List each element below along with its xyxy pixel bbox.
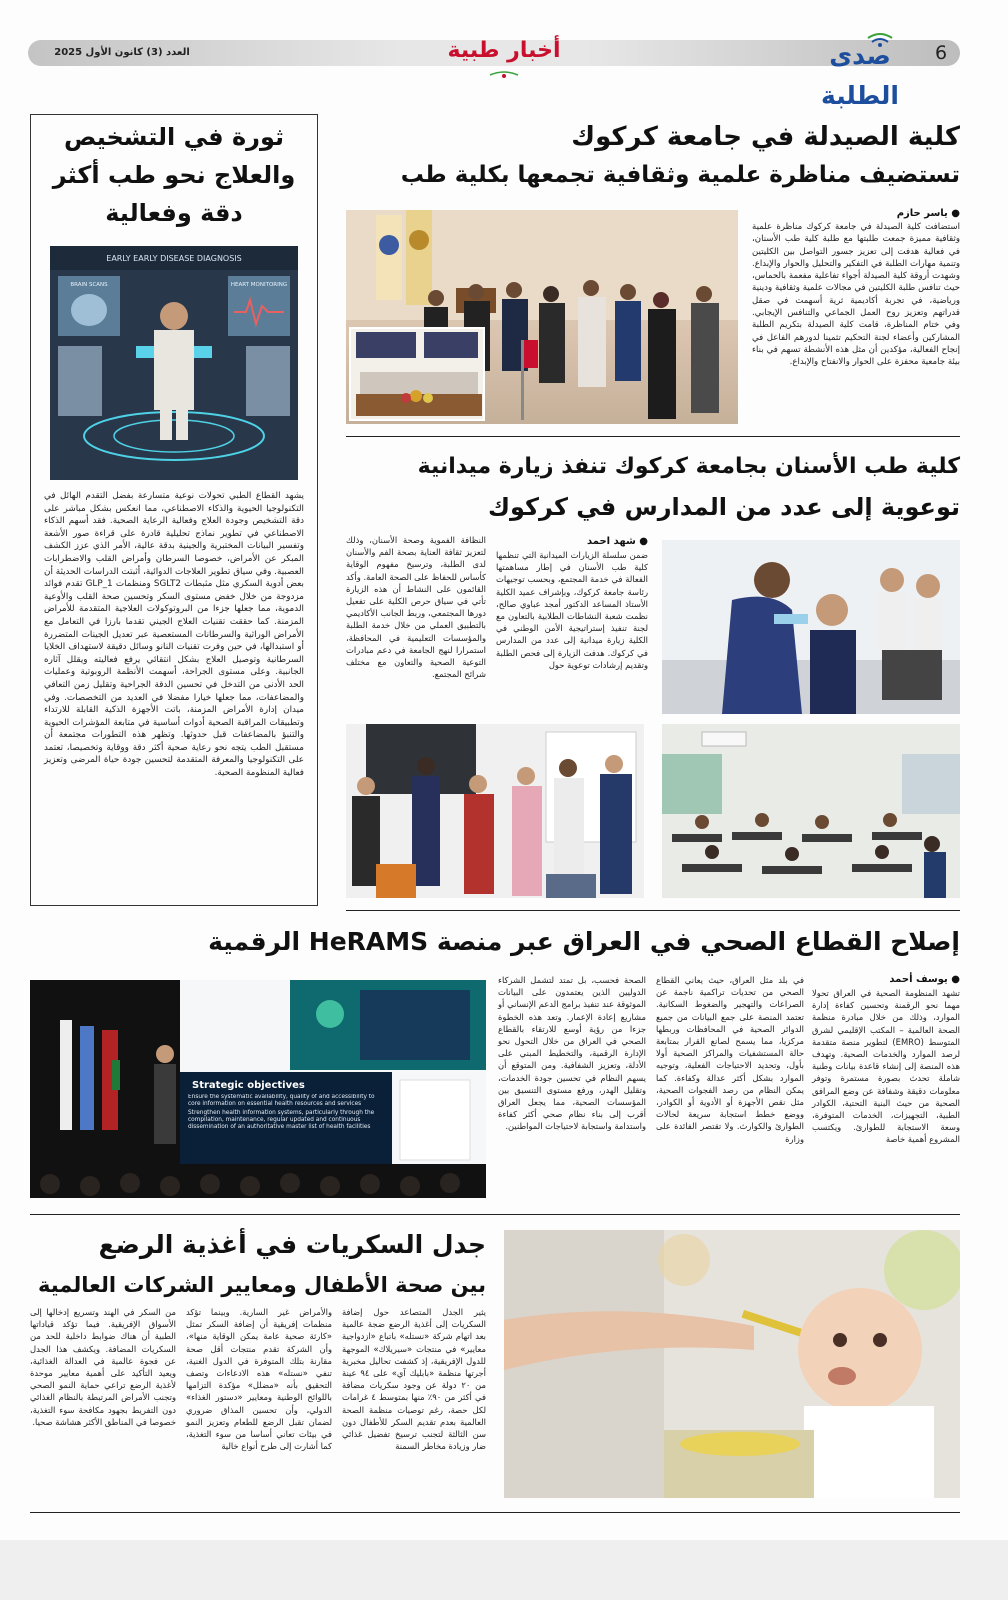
ai-image-label-brain: BRAIN SCANS xyxy=(70,282,108,288)
dentistry-classroom-photo xyxy=(662,724,960,898)
slide-line-2: Strengthen health information systems, particularly through the compilation, maintenance, regular updated and continuous dissemination of an authoritative master list of health facilities xyxy=(188,1110,375,1130)
sugar-body-col2: والأمراض غير السارية. وبينما تؤكد منظمات إفريقية أن إضافة السكر تمثل «كارثة صحية عامة يمكن الوقاية منها»، وأن الشركة تقدم منتجات أقل صحة مقارنة بتلك المتوفرة في الدول الغنية، تنفي «نستله» هذه الادعاءات وتصف التحقيق بأنه «مضلل» مؤكدة التزامها باللوائح الوطنية ومعايير «دستور الغذاء» الدولي، وأن تحسين المذاق ضروري لضمان تقبل الرضع للطعام وتعزيز النمو في بيئات تعاني أساسا من سوء التغذية، كما أشارت إلى طرح أنواع خالية xyxy=(186,1307,332,1452)
dentistry-author-name: شهد احمد xyxy=(586,536,636,547)
dentistry-body-col1: ضمن سلسلة الزيارات الميدانية التي تنظمها كلية طب الأسنان في إطار مساهمتها الفعالة في خدمة المجتمع، وبحسب توجيهات رئاسة جامعة كركوك، وبإشراف عميد الكلية الأستاذ المساعد الدكتور أمجد عباوي صالح، نظمت شعبة النشاطات الطلابية بالتعاون مع لجنة تنفيذ إستراتيجية الأمن الوطني في الكلية زيارة ميدانية إلى عدد من المدارس في كركوك. هدفت الزيارة إلى فحص الطلبة وتقديم إرشادات توعوية حول xyxy=(496,550,648,670)
dentistry-headline-line1: كلية طب الأسنان بجامعة كركوك تنفذ زيارة ميدانية xyxy=(417,454,960,479)
divider-herams xyxy=(30,1214,960,1215)
slide-title: Strategic objectives xyxy=(192,1080,305,1091)
ai-diagnosis-illustration xyxy=(50,246,298,480)
herams-text-col1 xyxy=(812,974,960,1146)
brand-name: صدى الطلبة xyxy=(821,41,899,110)
section-title-ornament xyxy=(488,64,520,72)
byline-bullet: ● xyxy=(947,974,960,985)
dentistry-headline-line2: توعوية إلى عدد من المدارس في كركوك xyxy=(488,493,960,521)
herams-headline: إصلاح القطاع الصحي في العراق عبر منصة HeRAMS الرقمية xyxy=(208,927,960,956)
classroom-illustration xyxy=(662,724,960,898)
pharmacy-author xyxy=(752,208,960,219)
page-number: 6 xyxy=(934,42,948,64)
conference-illustration xyxy=(30,980,486,1198)
dental-exam-illustration xyxy=(662,540,960,714)
pharmacy-headline-line2: تستضيف مناظرة علمية وثقافية تجمعها بكلية طب xyxy=(400,162,960,188)
revolution-body: يشهد القطاع الطبي تحولات نوعية متسارعة بفضل التقدم الهائل في التكنولوجيا الحيوية والذكاء الاصطناعي، مما انعكس بشكل مباشر على دقة التشخيص وجودة العلاج وفعالية الرعاية الصحية. فقد أسهم الذكاء الاصطناعي في تطوير نماذج تحليلية قادرة على قراءة صور الأشعة وتفسير البيانات المختبرية والجينية بدقة عالية، الأمر الذي عزز الكشف المبكر عن الأمراض، خصوصا السرطان وأمراض القلب والاضطرابات العصبية. وفي سياق تطوير العلاجات الدوائية، أثبتت الدراسات الحديثة أن بعض أدوية السكري مثل مثبطات SGLT2 ومنظمات GLP_1 تقدم فوائد مزدوجة من خلال خفض مستوى السكر وتحسين صحة القلب والأوعية الدموية، مما جعلها جزءا من البروتوكولات العلاجية المتقدمة للأمراض المزمنة. كما حققت تقنيات العلاج الجيني تقدما بارزا في التعامل مع الأمراض الوراثية والسرطانات المستعصية عبر تعديل الجينات المتضررة أو استبدالها، في حين وفرت تقنيات النانو وسائل دقيقة لاستهداف الخلايا السرطانية وتوصيل العلاج بشكل انتقائي يرفع فعاليته ويقلل آثاره الجانبية. وعلى مستوى الجراحة، أسهمت الأنظمة الروبوتية وعمليات الحد الأدنى من التدخل في تحسين الدقة الجراحية وتقليل زمن التعافي والمضاعفات، مما جعلها خيارا مفضلا في العديد من التخصصات. وفي ميدان إدارة الأمراض المزمنة، باتت الأجهزة الذكية القابلة للارتداء وتطبيقات المراقبة الصحية أدوات أساسية في متابعة المؤشرات الحيوية والتنبؤ بالمضاعفات قبل حدوثها. وتظهر هذه التطورات مجتمعة أن مستقبل الطب يتجه نحو رعاية صحية أكثر دقة ووقاية وتخصيصا، تعتمد على التكنولوجيا والمعرفة المتقدمة لتحسين جودة حياة المرضى وتعزيز فعالية المنظومة الصحية. xyxy=(44,491,304,779)
ai-image-caption: EARLY EARLY DISEASE DIAGNOSIS xyxy=(106,254,242,263)
dentistry-author xyxy=(496,536,648,547)
herams-conference-photo xyxy=(30,980,486,1198)
slide-line-1: Ensure the systematic availability, quality of and accessibility to core information on essential health resources and services xyxy=(188,1094,375,1107)
herams-author-name: يوسف أحمد xyxy=(889,974,948,985)
dentistry-exam-photo xyxy=(662,540,960,714)
revolution-headline: ثورة في التشخيص والعلاج نحو طب أكثر دقة وفعالية xyxy=(52,123,296,227)
dentistry-text-col1 xyxy=(496,536,648,671)
pharmacy-debate-illustration xyxy=(346,210,738,424)
pharmacy-author-name: ياسر حازم xyxy=(896,208,948,219)
divider-dentistry xyxy=(346,910,960,911)
ai-image-label-heart: HEART MONITORING xyxy=(230,282,288,288)
byline-bullet: ● xyxy=(635,536,648,547)
sugar-headline-line2: بين صحة الأطفال ومعايير الشركات العالمية xyxy=(37,1273,486,1297)
section-title: أخبار طبية xyxy=(447,38,561,63)
herams-body-col3: الصحة فحسب، بل تمتد لتشمل الشركاء الدوليين الذين يعتمدون على البيانات الموثوقة عند تنفيذ برامج الدعم الإنساني أو مشاريع إعادة الإعمار. وتعد هذه الخطوة جزءا من رؤية أوسع للارتقاء بالقطاع الصحي في العراق من خلال التحول نحو الإدارة الرقمية، والتخطيط المبني على الأدلة، وتعزيز الشفافية. ومن المتوقع أن يسهم النظام في تحسين جودة الخدمات، وتقليل الهدر، ورفع مستوى التنسيق بين المؤسسات الصحية، مما يجعل العراق أقرب إلى بناء نظام صحي أكثر كفاءة واستدامة واستجابة لاحتياجات المواطنين. xyxy=(498,975,646,1132)
dentistry-body-col2: النظافة الفموية وصحة الأسنان، وذلك لتعزيز ثقافة العناية بصحة الفم والأسنان لدى الطلبة، وترسيخ مفهوم الوقاية كأساس للحفاظ على الصحة العامة. وأكد القائمون على النشاط أن هذه الزيارة تأتي في سياق حرص الكلية على تفعيل دورها المجتمعي، وربط الجانب الأكاديمي بالتطبيق العملي من خلال خدمة الطلبة والمؤسسات التعليمية في المحافظة، استمرارا لنهج الجامعة في دعم مبادرات التوعية الصحية والتعاون مع مختلف شرائح المجتمع. xyxy=(346,535,486,680)
divider-pharmacy xyxy=(346,436,960,437)
pharmacy-debate-photo xyxy=(346,210,738,424)
divider-bottom xyxy=(30,1512,960,1513)
herams-body-col1: تشهد المنظومة الصحية في العراق تحولا مهما نحو الرقمنة وتحسين كفاءة إدارة الموارد، وذلك من خلال مبادرة منظمة الصحة العالمية – المكتب الإقليمي لشرق المتوسط (EMRO) لتطوير منصة متقدمة لرصد الموارد والخدمات الصحية. وتهدف هذه المنصة إلى إنشاء قاعدة بيانات وطنية شاملة تحدث بصورة مستمرة وتوفر معلومات دقيقة وشفافة عن وضع المرافق الصحية من حيث البنية التحتية، الكوادر الطبية، التجهيزات، الخدمات المتوفرة، وسعة الاستجابة للطوارئ. ويكتسب المشروع أهمية خاصة xyxy=(812,988,960,1145)
herams-body-col2: في بلد مثل العراق، حيث يعاني القطاع الصحي من تحديات تراكمية ناجمة عن الصراعات والتهجير والضغوط السكانية. تعتمد المنصة على جمع البيانات من جميع الدوائر الصحية في المحافظات وربطها مركزيا، مما يسمح لصانع القرار بمتابعة حالة المستشفيات والمراكز الصحية أولا بأول، وتحديد الاحتياجات الفعلية، وتوجيه الموارد بشكل أكثر عدالة وكفاءة. كما يمكن النظام من رصد الفجوات الصحية، مثل نقص الأجهزة أو الأدوية أو الكوادر، ووضع خطط استجابة سريعة لحالات الطوارئ والكوارث. ولا تقتصر الفائدة على وزارة xyxy=(656,975,804,1144)
herams-author xyxy=(812,974,960,985)
sugar-baby-photo xyxy=(504,1230,960,1498)
dentistry-team-photo xyxy=(346,724,644,898)
issue-info: العدد (3) كانون الأول 2025 xyxy=(54,47,190,58)
pharmacy-headline-line1: كلية الصيدلة في جامعة كركوك xyxy=(571,122,960,152)
pharmacy-body: استضافت كلية الصيدلة في جامعة كركوك مناظرة علمية وثقافية مميزة جمعت طلبتها مع طلبة كلية طب الأسنان، في فعالية هدفت إلى تعزيز جسور التواصل بين الكليتين وتنمية مهارات الطلبة في التفكير والتحليل والحوار والإبداع. وشهدت أروقة كلية الصيدلة أجواء تفاعلية مفعمة بالحماس، حيث تنافس طلبة الكليتين في مجالات علمية وثقافية ودينية ورياضية، في تجربة أكاديمية ثرية أسهمت في صقل قدراتهم وتعزيز روح العمل الجماعي والتنافس الإيجابي. وفي ختام المناظرة، قامت كلية الصيدلة بتكريم الطلبة المشاركين وأعضاء لجنة التحكيم تثمينا لدورهم الفاعل في إنجاح الفعالية، مؤكدين أن مثل هذه الأنشطة تسهم في بناء بيئة جامعية محفزة على الحوار والانفتاح والإبداع. xyxy=(752,222,960,368)
baby-feeding-illustration xyxy=(504,1230,960,1498)
revolution-ai-image xyxy=(50,246,298,480)
sugar-body-col3: من السكر في الهند وتسريع إدخالها إلى الأسواق الإفريقية. فيما تؤكد قياداتها الطبية أن هناك ضوابط داخلية للحد من السكريات المضافة. ويكشف هذا الجدل عن فجوة عالمية في العدالة الغذائية، ويعيد التأكيد على أهمية معايير موحدة لأغذية الرضع تراعي حماية النمو الصحي وتجنب الأمراض المرتبطة بالنظام الغذائي دون التفريط بجهود مكافحة سوء التغذية، خصوصا في المناطق الأكثر هشاشة صحيا. xyxy=(30,1307,176,1427)
page-footer-band xyxy=(0,1540,1008,1600)
dental-team-illustration xyxy=(346,724,644,898)
byline-bullet: ● xyxy=(947,208,960,219)
sugar-headline-line1: جدل السكريات في أغذية الرضع xyxy=(98,1230,486,1259)
pharmacy-article-text xyxy=(752,208,960,369)
sugar-body-col1: يثير الجدل المتصاعد حول إضافة السكريات إلى أغذية الرضع ضجة عالمية بعد اتهام شركة «نستله» باتباع «ازدواجية معايير» في منتجات «سيريلاك» الموجهة للدول الإفريقية، إذ كشفت تحاليل مخبرية أجرتها منظمة «بابليك آي» على ٩٤ عينة من ٢٠ دولة عن وجود سكريات مضافة في أكثر من ٩٠٪ منها بمتوسط ٤ غرامات لكل حصة، رغم توصيات منظمة الصحة العالمية بعدم تقديم السكر للأطفال دون سن الثالثة لتجنب ترسيخ تفضيل غذائي ضار وزيادة مخاطر السمنة xyxy=(342,1307,487,1452)
